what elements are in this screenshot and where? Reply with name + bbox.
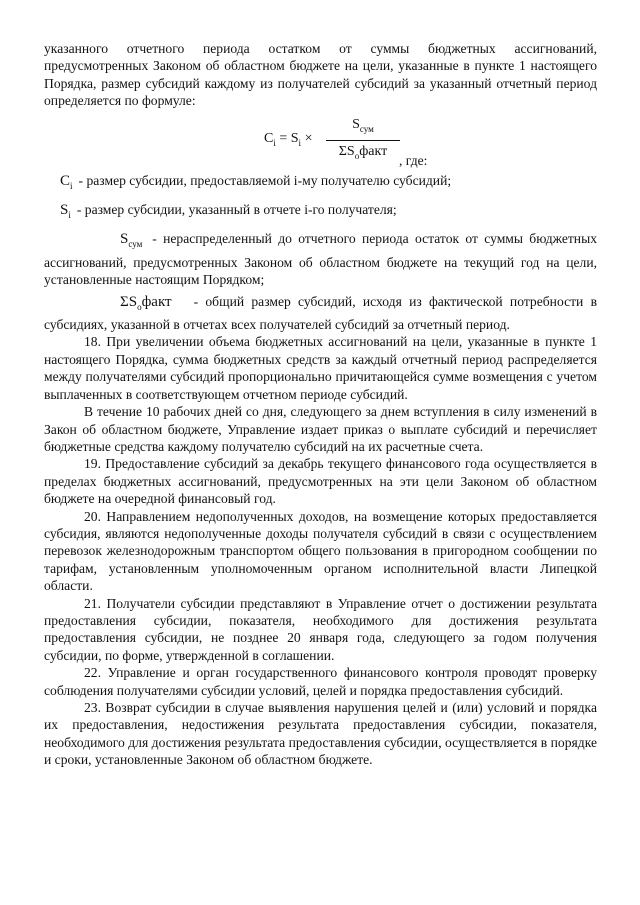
definition-sfact-text: - общий размер субсидий, исходя из фактической потребности в субсидиях, указанной в отчетах всех получателей субсидий за отчетный период. <box>44 293 597 333</box>
definition-ssum <box>44 230 597 288</box>
ci-sub: i <box>70 180 73 191</box>
formula-denominator <box>326 141 400 165</box>
formula-times: × <box>301 130 313 146</box>
formula-numerator <box>326 116 400 141</box>
definition-ssum-text: - нераспределенный до отчетного периода остаток от суммы бюджетных ассигнований, предусмотренных Законом об областном бюджете на текущий год на цели, установленные настоящим Порядком; <box>44 231 597 288</box>
formula-den-rest: факт <box>359 143 388 159</box>
ssum-sym: S <box>120 231 129 248</box>
si-sub: i <box>68 210 71 221</box>
paragraph-18: 18. При увеличении объема бюджетных ассигнований на цели, указанные в пункте 1 настоящего Порядка, сумма бюджетных средств за каждый отчетный период распределяется между получателями субсидий пропорционально причитающейся сумме возмещения с учетом выплаченных в соответствующем отчетном периоде субсидий. <box>44 334 597 402</box>
formula-den-sub: o <box>354 150 360 161</box>
sfact-sym: ΣS <box>120 293 138 310</box>
formula-eq-sub: i <box>298 137 302 148</box>
ci-sym: C <box>60 172 71 189</box>
ssum-sub: сум <box>128 239 143 250</box>
formula-where: , где: <box>399 152 428 168</box>
paragraph-19: 19. Предоставление субсидий за декабрь текущего финансового года осуществляется в пределах бюджетных ассигнований, предусмотренных на эти цели Законом об областном бюджете на очередной финансовый год. <box>44 456 597 507</box>
formula-lhs <box>264 130 312 152</box>
paragraph-23: 23. Возврат субсидии в случае выявления нарушения целей и (или) условий и порядка их предоставления, недостижения результата предоставления субсидии, показателя, необходимого для достижения результата предоставления субсидии, осуществляется в порядке и сроки, установленные Законом об областном бюджете. <box>44 700 597 768</box>
formula-lhs-sub: i <box>273 137 276 148</box>
paragraph-22: 22. Управление и орган государственного финансового контроля проводят проверку соблюдения получателями субсидии условий, целей и порядка предоставления субсидий. <box>44 665 597 698</box>
sfact-sub: o <box>137 301 142 312</box>
definition-si-symbol <box>60 202 71 224</box>
paragraph-20: 20. Направлением недополученных доходов, на возмещение которых предоставляется субсидия, являются недополученные доходы получателя субсидий в связи с осуществлением перевозок железнодорожным транспортом общего пользования в пригородном сообщении по тарифам, установленным уполномоченным органом исполнительной власти Липецкой области. <box>44 508 597 594</box>
definition-ci-symbol <box>60 173 73 195</box>
definition-ci <box>44 172 597 195</box>
formula-num-symbol: S <box>352 116 360 132</box>
formula <box>44 112 597 172</box>
formula-den-symbol: ΣS <box>338 143 355 159</box>
definition-si-text: - размер субсидии, указанный в отчете i-го получателя; <box>76 202 397 218</box>
paragraph-21: 21. Получатели субсидии представляют в Управление отчет о достижении результата предоставления субсидии, показателя, необходимого для достижения результата предоставления субсидии, не позднее 20 января года, следующего за годом получения субсидии, по форме, утвержденной в соглашении. <box>44 595 597 663</box>
formula-lhs-symbol: C <box>264 130 274 146</box>
definition-sfact <box>44 293 597 334</box>
definition-ci-text: - размер субсидии, предоставляемой i-му получателю субсидий; <box>78 172 452 188</box>
formula-num-sub: сум <box>359 123 374 134</box>
formula-eq: = S <box>275 130 299 146</box>
document-page <box>44 40 597 769</box>
si-sym: S <box>60 202 69 219</box>
definition-sfact-symbol <box>82 294 172 316</box>
definition-ssum-symbol <box>82 231 142 253</box>
sfact-rest: факт <box>141 293 172 310</box>
definition-si <box>44 201 597 224</box>
paragraph-18-continued: В течение 10 рабочих дней со дня, следующего за днем вступления в силу изменений в Закон об областном бюджете, Управление издает приказ о выплате субсидий и перечисляет бюджетные средства каждому получателю субсидий на их расчетные счета. <box>44 404 597 454</box>
intro-paragraph: указанного отчетного периода остатком от суммы бюджетных ассигнований, предусмотренных Законом об областном бюджете на цели, указанные в пункте 1 настоящего Порядка, размер субсидий каждому из получателей субсидий за указанный отчетный период определяется по формуле: <box>44 41 597 109</box>
formula-fraction <box>326 116 400 165</box>
